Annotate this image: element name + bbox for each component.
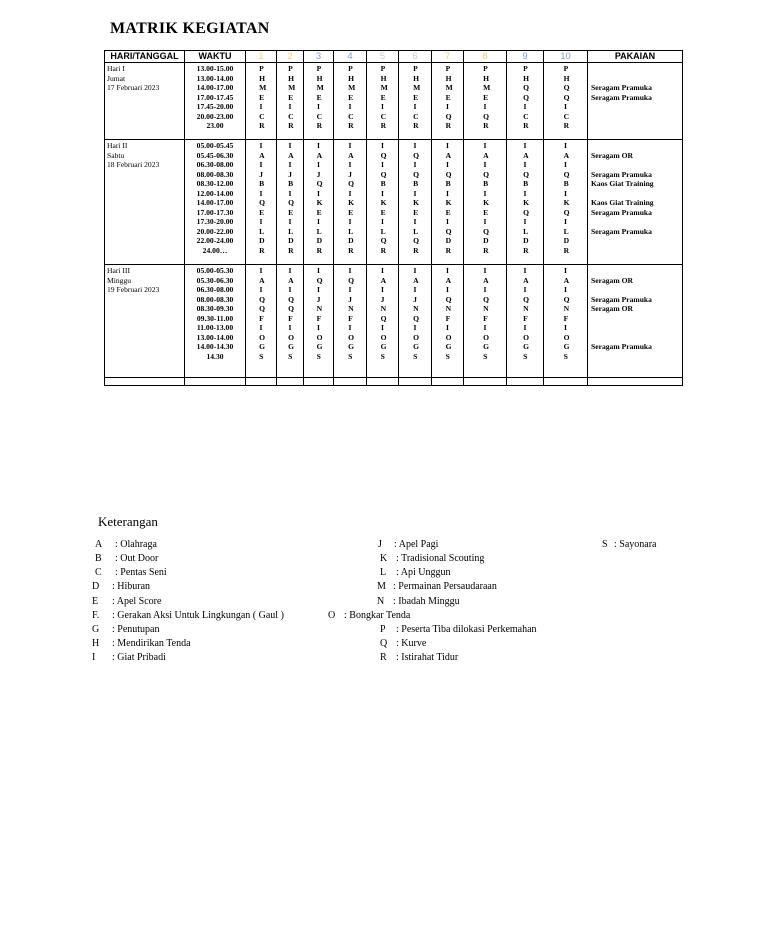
clothing-cell-line: Seragam Pramuka — [591, 226, 652, 236]
activity-code-cell — [464, 140, 507, 265]
clothing-cell-line: Seragam Pramuka — [591, 207, 652, 217]
time-cell — [185, 265, 246, 378]
legend-item — [377, 595, 460, 609]
activity-code-sequence: IQIJNFIOGS — [348, 266, 355, 361]
activity-code-sequence: PHMEIQR — [445, 64, 453, 130]
day-cell — [105, 265, 185, 378]
activity-code-sequence: IAIQNFIOGS — [563, 266, 570, 361]
time-cell-line: 17.00-17.45 — [196, 92, 234, 102]
legend-code: B — [95, 553, 102, 564]
day-cell-line: 18 Februari 2023 — [107, 160, 160, 169]
empty-cell — [464, 378, 507, 386]
activity-code-cell — [334, 140, 367, 265]
activity-code-cell — [277, 140, 304, 265]
table-row — [105, 140, 683, 265]
document-title: MATRIK KEGIATAN — [110, 20, 270, 37]
header-day: HARI/TANGGAL — [105, 51, 185, 63]
legend-code: N — [377, 596, 385, 607]
legend-code: H — [92, 638, 100, 649]
clothing-cell-line — [591, 217, 682, 227]
activity-code-sequence: IAIJQIKEILDR — [316, 141, 323, 255]
time-cell-line: 08.00-08.30 — [196, 294, 234, 304]
activity-code-sequence: PHMEICR — [259, 64, 267, 130]
legend-code: S — [602, 539, 608, 550]
time-cell-line: 08.00-08.30 — [196, 169, 234, 179]
day-cell — [105, 140, 185, 265]
activity-code-sequence: PHMEICR — [316, 64, 324, 130]
activity-code-cell — [507, 63, 544, 140]
legend-item — [380, 623, 537, 637]
header-col-10: 10 — [544, 51, 588, 63]
legend-text: : Istirahat Tidur — [396, 652, 459, 663]
time-cell-line: 06.30-08.00 — [196, 160, 234, 169]
legend-code: M — [377, 581, 386, 592]
empty-cell — [277, 378, 304, 386]
legend-text: : Apel Pagi — [394, 539, 439, 550]
time-cell-line: 11.00-13.00 — [196, 323, 234, 332]
activity-code-cell — [507, 140, 544, 265]
clothing-cell-line — [591, 314, 682, 324]
time-cell-line: 12.00-14.00 — [196, 188, 234, 198]
empty-cell — [544, 378, 588, 386]
header-row — [105, 51, 683, 63]
time-cell-line: 20.00-23.00 — [196, 111, 234, 121]
table-row-empty — [105, 378, 683, 386]
legend-text: : Gerakan Aksi Untuk Lingkungan ( Gaul ) — [112, 610, 284, 621]
activity-code-sequence: PHMEICR — [348, 64, 356, 130]
legend-code: Q — [380, 638, 388, 649]
time-cell — [185, 140, 246, 265]
empty-cell — [246, 378, 277, 386]
legend-item — [328, 609, 410, 623]
legend-text: : Sayonara — [614, 539, 657, 550]
empty-cell — [588, 378, 683, 386]
activity-code-sequence: IAIQNFIOGS — [523, 266, 530, 361]
legend-text: : Tradisional Scouting — [396, 553, 485, 564]
activity-code-sequence: IAIQNFIOGS — [483, 266, 490, 361]
legend-text: : Out Door — [115, 553, 159, 564]
header-col-6: 6 — [399, 51, 432, 63]
legend-code: J — [378, 539, 382, 550]
empty-cell — [432, 378, 464, 386]
activity-code-cell — [399, 63, 432, 140]
legend-text: : Kurve — [396, 638, 427, 649]
empty-cell — [367, 378, 399, 386]
day-cell-line: Minggu — [107, 275, 132, 285]
legend-item — [95, 566, 167, 580]
legend-item — [95, 552, 158, 566]
legend-text: : Olahraga — [115, 539, 157, 550]
clothing-cell-line: Seragam Pramuka — [591, 169, 652, 179]
time-cell-line: 05.45-06.30 — [196, 150, 234, 160]
activity-code-sequence: PHQQICR — [523, 64, 530, 130]
clothing-cell-line — [591, 64, 682, 74]
activity-code-cell — [464, 265, 507, 378]
legend-text: : Peserta Tiba dilokasi Perkemahan — [396, 624, 537, 635]
empty-cell — [185, 378, 246, 386]
clothing-cell-line: Seragam Pramuka — [591, 83, 652, 92]
time-cell-line: 17.00-17.30 — [196, 207, 234, 217]
empty-cell — [399, 378, 432, 386]
header-col-3: 3 — [304, 51, 334, 63]
legend-text: : Giat Pribadi — [112, 652, 166, 663]
activity-code-cell — [246, 63, 277, 140]
header-col-7: 7 — [432, 51, 464, 63]
clothing-cell-line: Kaos Giat Training — [591, 198, 654, 207]
legend-code: O — [328, 610, 336, 621]
header-col-2: 2 — [277, 51, 304, 63]
header-col-5: 5 — [367, 51, 399, 63]
activity-matrix-table — [104, 50, 683, 386]
header-clothing: PAKAIAN — [588, 51, 683, 63]
legend-code: A — [95, 539, 103, 550]
time-cell-line: 22.00-24.00 — [196, 236, 234, 245]
header-col-8: 8 — [464, 51, 507, 63]
activity-code-cell — [544, 63, 588, 140]
clothing-cell-line — [591, 352, 682, 362]
legend-code: D — [92, 581, 100, 592]
clothing-cell-line — [591, 121, 682, 131]
clothing-cell-line — [591, 246, 682, 256]
legend-code: I — [92, 652, 96, 663]
legend-item — [602, 538, 657, 552]
header-time: WAKTU — [185, 51, 246, 63]
legend-text: : Pentas Seni — [115, 567, 167, 578]
day-cell-line: Hari II — [107, 141, 128, 150]
activity-code-sequence: IAIJBIQEILDR — [288, 141, 295, 255]
legend-code: K — [380, 553, 388, 564]
time-cell-line: 13.00-15.00 — [196, 64, 234, 73]
day-cell-line: 17 Februari 2023 — [107, 83, 160, 92]
legend-item — [92, 580, 150, 594]
activity-code-sequence: IAIJNQIOGS — [380, 266, 387, 361]
activity-code-sequence: PHMEICR — [288, 64, 296, 130]
clothing-cell — [588, 140, 683, 265]
clothing-cell-line — [591, 285, 682, 295]
legend-item — [92, 651, 166, 665]
header-col-9: 9 — [507, 51, 544, 63]
clothing-cell-line — [591, 236, 682, 246]
time-cell-line: 08.30-09.30 — [196, 304, 234, 313]
clothing-cell — [588, 265, 683, 378]
clothing-cell-line: Seragam OR — [591, 150, 633, 160]
activity-code-cell — [464, 63, 507, 140]
activity-code-sequence: IAIQBIKEIQDR — [483, 141, 490, 255]
time-cell-line: 17.45-20.00 — [196, 102, 234, 111]
clothing-cell-line — [591, 102, 682, 112]
day-cell — [105, 63, 185, 140]
activity-code-sequence: IAIQBIKEIQDR — [445, 141, 452, 255]
legend-code: G — [92, 624, 100, 635]
activity-code-cell — [507, 265, 544, 378]
day-cell-line: Sabtu — [107, 150, 125, 160]
table-row — [105, 265, 683, 378]
clothing-cell-line — [591, 160, 682, 170]
clothing-cell-line — [591, 74, 682, 84]
table-row — [105, 63, 683, 140]
activity-code-cell — [304, 140, 334, 265]
day-cell-line: 19 Februari 2023 — [107, 285, 160, 294]
activity-code-sequence: IAIQQFIOGS — [288, 266, 295, 361]
activity-code-cell — [432, 140, 464, 265]
legend-code: C — [95, 567, 102, 578]
clothing-cell-line: Seragam Pramuka — [591, 294, 652, 304]
clothing-cell-line — [591, 141, 682, 151]
activity-code-cell — [277, 63, 304, 140]
activity-code-cell — [399, 265, 432, 378]
activity-code-cell — [246, 140, 277, 265]
time-cell-line: 08.30-12.00 — [196, 179, 234, 188]
header-col-1: 1 — [246, 51, 277, 63]
legend-item — [380, 651, 458, 665]
activity-code-sequence: IQIJNFIOGS — [316, 266, 323, 361]
time-cell-line: 13.00-14.00 — [196, 332, 234, 342]
legend-item — [377, 580, 497, 594]
matrix-body — [105, 63, 683, 386]
clothing-cell — [588, 63, 683, 140]
empty-cell — [105, 378, 185, 386]
activity-code-sequence: IAIQNFIOGS — [445, 266, 452, 361]
legend-title: Keterangan — [98, 514, 158, 529]
activity-code-sequence: PHMEICR — [380, 64, 388, 130]
legend-text: : Mendirikan Tenda — [112, 638, 191, 649]
clothing-cell-line — [591, 333, 682, 343]
activity-code-sequence: PHQQICR — [563, 64, 570, 130]
clothing-cell-line — [591, 266, 682, 276]
time-cell — [185, 63, 246, 140]
legend-item — [92, 623, 160, 637]
legend-text: : Api Unggun — [396, 567, 451, 578]
time-cell-line: 17.30-20.00 — [196, 217, 234, 226]
activity-code-cell — [367, 63, 399, 140]
time-cell-line: 14.30 — [206, 351, 224, 361]
activity-code-cell — [277, 265, 304, 378]
legend-code: R — [380, 652, 387, 663]
clothing-cell-line: Kaos Giat Training — [591, 179, 654, 188]
time-cell-line: 24.00… — [202, 245, 228, 255]
activity-code-cell — [367, 265, 399, 378]
legend-item — [380, 566, 450, 580]
time-cell-line: 09.30-11.00 — [196, 313, 234, 323]
activity-code-cell — [304, 265, 334, 378]
activity-code-cell — [246, 265, 277, 378]
time-cell-line: 05.00-05.30 — [196, 266, 234, 275]
day-cell-line: Hari I — [107, 64, 125, 73]
clothing-cell-line — [591, 112, 682, 122]
legend-item — [95, 538, 157, 552]
activity-code-cell — [304, 63, 334, 140]
activity-code-sequence: IAIJQIKEILDR — [348, 141, 355, 255]
header-col-4: 4 — [334, 51, 367, 63]
activity-code-sequence: IAIQQFIOGS — [259, 266, 266, 361]
empty-cell — [304, 378, 334, 386]
legend-item — [92, 637, 191, 651]
time-cell-line: 14.00-17.00 — [196, 198, 234, 207]
legend-item — [92, 609, 284, 623]
legend-code: P — [380, 624, 386, 635]
time-cell-line: 13.00-14.00 — [196, 73, 234, 83]
activity-code-sequence: IAIJNQIOGS — [413, 266, 420, 361]
clothing-cell-line — [591, 323, 682, 333]
time-cell-line: 23.00 — [206, 121, 224, 130]
activity-code-cell — [399, 140, 432, 265]
legend-text: : Apel Score — [112, 596, 162, 607]
time-cell-line: 20.00-22.00 — [196, 226, 234, 236]
activity-code-sequence: PHMEIQR — [483, 64, 491, 130]
activity-code-cell — [544, 265, 588, 378]
day-cell-line: Hari III — [107, 266, 130, 275]
legend-text: : Hiburan — [112, 581, 151, 592]
time-cell-line: 14.00-17.00 — [196, 83, 234, 92]
legend-text: : Permainan Persaudaraan — [393, 581, 497, 592]
activity-code-sequence: IAIQBIKQILDR — [523, 141, 530, 255]
legend-text: : Ibadah Minggu — [393, 596, 460, 607]
legend-item — [380, 637, 426, 651]
clothing-cell-line: Seragam Pramuka — [591, 92, 652, 102]
time-cell-line: 06.30-08.00 — [196, 285, 234, 294]
activity-code-cell — [334, 63, 367, 140]
activity-code-cell — [432, 63, 464, 140]
time-cell-line: 14.00-14.30 — [196, 342, 234, 351]
clothing-cell-line: Seragam Pramuka — [591, 342, 652, 351]
activity-code-cell — [367, 140, 399, 265]
empty-cell — [507, 378, 544, 386]
activity-code-sequence: PHMEICR — [413, 64, 421, 130]
legend-code: F. — [92, 610, 100, 621]
activity-code-cell — [544, 140, 588, 265]
activity-code-sequence: IAIQBIKQILDR — [563, 141, 570, 255]
activity-code-sequence: IAIJBIQEILDR — [259, 141, 266, 255]
legend-text: : Penutupan — [112, 624, 160, 635]
time-cell-line: 05.30-06.30 — [196, 275, 234, 285]
activity-code-sequence: IQIQBIKEILQR — [413, 141, 420, 255]
legend-item — [92, 595, 161, 609]
legend-code: L — [380, 567, 387, 578]
time-cell-line: 05.00-05.45 — [196, 141, 234, 150]
legend-item — [380, 552, 484, 566]
activity-code-cell — [334, 265, 367, 378]
legend-item — [378, 538, 438, 552]
legend-code: E — [92, 596, 99, 607]
clothing-cell-line: Seragam OR — [591, 304, 633, 313]
legend-text: : Bongkar Tenda — [344, 610, 411, 621]
empty-cell — [334, 378, 367, 386]
clothing-cell-line: Seragam OR — [591, 275, 633, 285]
activity-code-sequence: IQIQBIKEILQR — [380, 141, 387, 255]
clothing-cell-line — [591, 189, 682, 199]
activity-code-cell — [432, 265, 464, 378]
day-cell-line: Jumat — [107, 73, 126, 83]
